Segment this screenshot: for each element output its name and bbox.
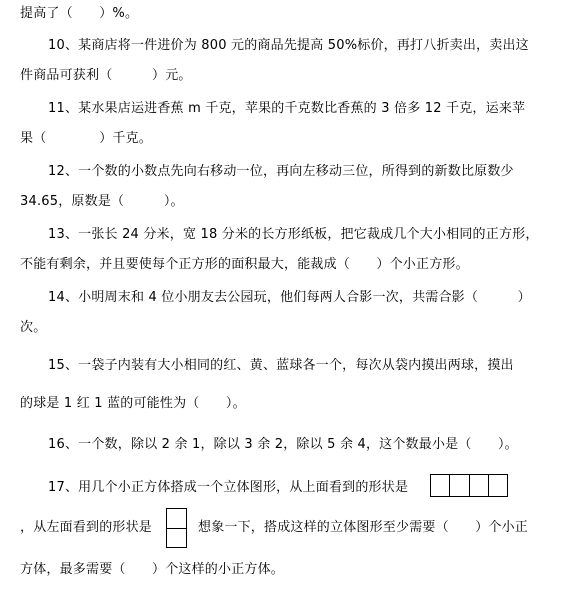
q12-line-1: 12、一个数的小数点先向右移动一位，再向左移动三位，所得到的新数比原数少 — [48, 164, 514, 179]
top-view-cell — [488, 475, 507, 496]
left-view-cell — [167, 528, 186, 548]
q13-line-2: 不能有剩余，并且要使每个正方形的面积最大，能裁成（ ）个小正方形。 — [20, 257, 469, 272]
top-view-cell — [431, 475, 449, 496]
q11-line-2: 果（ ）千克。 — [20, 131, 153, 146]
q16-line: 16、一个数，除以 2 余 1，除以 3 余 2，除以 5 余 4，这个数最小是（ ）。 — [48, 437, 518, 452]
q14-line-1: 14、小明周末和 4 位小朋友去公园玩，他们每两人合影一次，共需合影（ ） — [48, 290, 531, 305]
top-view-cell — [469, 475, 488, 496]
q17-line-2b: 想象一下，搭成这样的立体图形至少需要（ ）个小正 — [198, 520, 529, 535]
top-view-cell — [449, 475, 468, 496]
q9-answer-line: 提高了（ ）%。 — [20, 6, 139, 21]
q15-line-1: 15、一袋子内装有大小相同的红、黄、蓝球各一个，每次从袋内摸出两球，摸出 — [48, 358, 514, 373]
q17-line-1: 17、用几个小正方体搭成一个立体图形，从上面看到的形状是 — [48, 480, 409, 495]
q15-line-2: 的球是 1 红 1 蓝的可能性为（ ）。 — [20, 396, 246, 411]
top-view-figure — [430, 474, 508, 497]
q13-line-1: 13、一张长 24 分米，宽 18 分米的长方形纸板，把它裁成几个大小相同的正方形， — [48, 227, 539, 242]
left-view-figure — [166, 508, 187, 548]
q14-line-2: 次。 — [20, 320, 47, 335]
q10-line-2: 件商品可获利（ ）元。 — [20, 68, 192, 83]
q10-line-1: 10、某商店将一件进价为 800 元的商品先提高 50%标价，再打八折卖出，卖出这 — [48, 38, 529, 53]
q12-line-2: 34.65，原数是（ ）。 — [20, 194, 184, 209]
q17-line-2a: ，从左面看到的形状是 — [20, 520, 153, 535]
q11-line-1: 11、某水果店运进香蕉 m 千克，苹果的千克数比香蕉的 3 倍多 12 千克，运来苹 — [48, 101, 526, 116]
left-view-cell — [167, 509, 186, 528]
q17-line-3: 方体，最多需要（ ）个这样的小正方体。 — [20, 562, 285, 577]
